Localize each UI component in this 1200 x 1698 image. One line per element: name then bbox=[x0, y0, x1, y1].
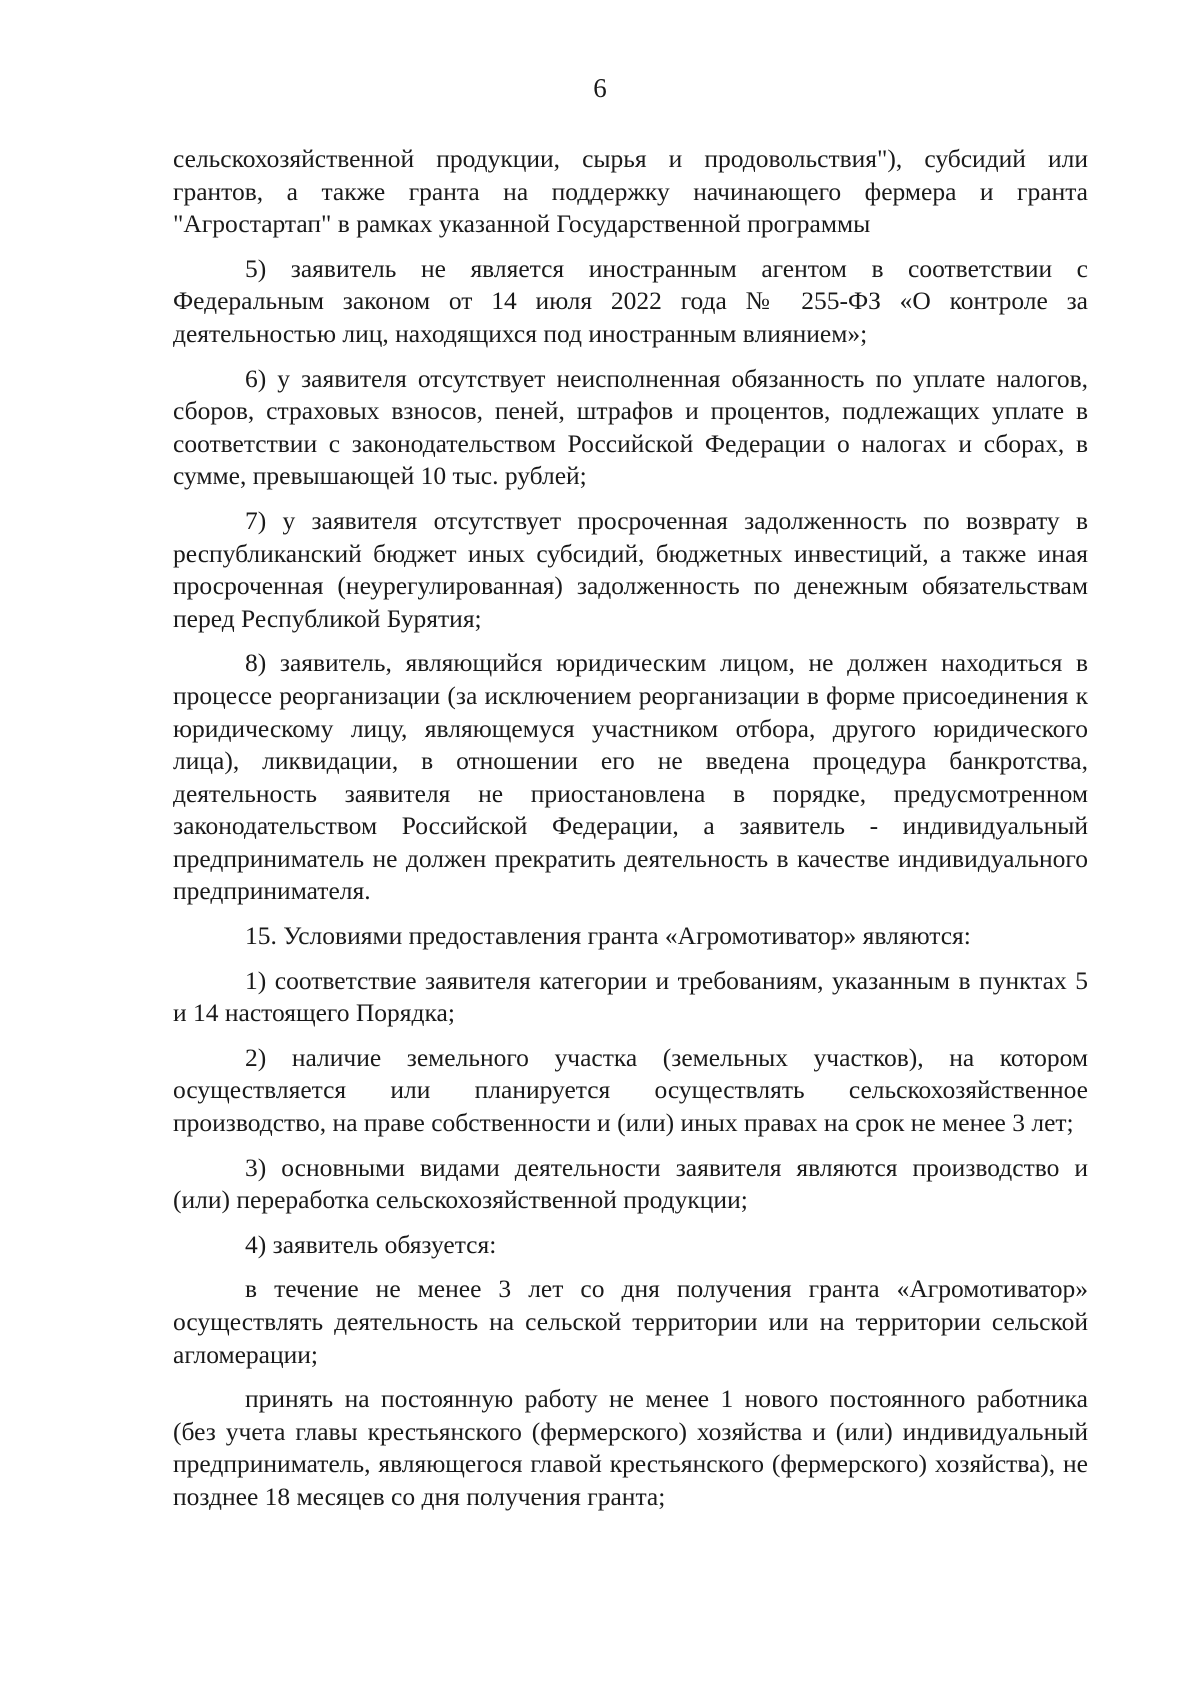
paragraph-continuation: сельскохозяйственной продукции, сырья и продовольствия"), субсидий или грантов, а также гранта на поддержку начинающего фермера и гранта "Агростартап" в рамках указанной Государственной программы bbox=[173, 144, 1088, 239]
paragraph-condition-1: 1) соответствие заявителя категории и требованиям, указанным в пунктах 5 и 14 настоящего Порядка; bbox=[173, 965, 1088, 1028]
paragraph-condition-4: 4) заявитель обязуется: bbox=[245, 1229, 497, 1259]
paragraph-item-5: 5) заявитель не является иностранным агентом в соответствии с Федеральным законом от 14 июля 2022 года № 255-ФЗ «О контроле за деятельностью лиц, находящихся под иностранным влиянием»; bbox=[173, 253, 1088, 348]
paragraph-condition-2: 2) наличие земельного участка (земельных участков), на котором осуществляется или планируется осуществлять сельскохозяйственное производство, на праве собственности и (или) иных правах на срок не менее 3 лет; bbox=[173, 1042, 1088, 1138]
document-body bbox=[173, 143, 1088, 1526]
page-number: 6 bbox=[593, 73, 607, 103]
paragraph-section-15: 15. Условиями предоставления гранта «Агромотиватор» являются: bbox=[245, 921, 971, 951]
paragraph-item-6: 6) у заявителя отсутствует неисполненная обязанность по уплате налогов, сборов, страховых взносов, пеней, штрафов и процентов, подлежащих уплате в соответствии с законодательством Российской Федерации о налогах и сборах, в сумме, превышающей 10 тыс. рублей; bbox=[173, 363, 1088, 491]
paragraph-item-8: 8) заявитель, являющийся юридическим лицом, не должен находиться в процессе реорганизации (за исключением реорганизации в форме присоединения к юридическому лицу, являющемуся участником отбора, другого юридического лица), ликвидации, в отношении его не введена процедура банкротства, деятельность заявителя не приостановлена в порядке, предусмотренном законодательством Российской Федерации, а заявитель - индивидуальный предприниматель не должен прекратить деятельность в качестве индивидуального предпринимателя. bbox=[173, 648, 1088, 906]
paragraph-obligation-territory: в течение не менее 3 лет со дня получения гранта «Агромотиватор» осуществлять деятельность на сельской территории или на территории сельской агломерации; bbox=[173, 1274, 1088, 1369]
paragraph-item-7: 7) у заявителя отсутствует просроченная задолженность по возврату в республиканский бюджет иных субсидий, бюджетных инвестиций, а также иная просроченная (неурегулированная) задолженность по денежным обязательствам перед Республикой Бурятия; bbox=[173, 505, 1088, 633]
paragraph-obligation-employment: принять на постоянную работу не менее 1 нового постоянного работника (без учета главы крестьянского (фермерского) хозяйства и (или) индивидуальный предприниматель, являющегося главой крестьянского (фермерского) хозяйства), не позднее 18 месяцев со дня получения гранта; bbox=[173, 1384, 1088, 1511]
paragraph-condition-3: 3) основными видами деятельности заявителя являются производство и (или) переработка сельскохозяйственной продукции; bbox=[173, 1152, 1088, 1215]
